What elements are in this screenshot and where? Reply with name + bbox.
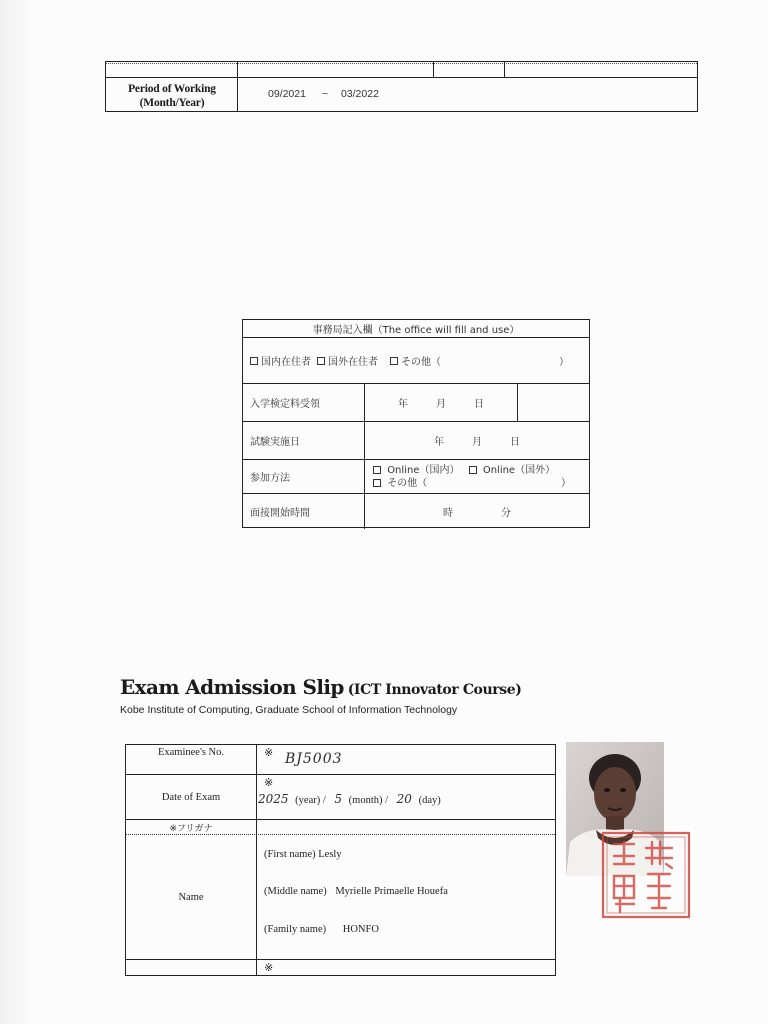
residence-row: 国内在住者 国外在住者 その他（ ） (243, 338, 589, 384)
official-seal-stamp (600, 828, 692, 920)
institution-name: Kobe Institute of Computing, Graduate School of Information Technology (120, 704, 458, 716)
examinee-number-label: Examinee's No. (126, 745, 257, 774)
method-online-overseas-checkbox[interactable] (469, 466, 477, 474)
period-separator: ~ (321, 88, 329, 100)
fee-received-label: 入学検定料受領 (243, 384, 365, 421)
first-name: Lesly (318, 849, 342, 860)
bottom-row: ※ (126, 960, 555, 976)
slip-title (120, 675, 521, 699)
admission-slip-table (125, 744, 556, 976)
interview-time-value: 時 分 (443, 508, 511, 519)
participation-method-label: 参加方法 (243, 460, 365, 493)
middle-name: Myrielle Primaelle Houefa (335, 886, 448, 897)
exam-month-handwritten: 5 (334, 792, 343, 806)
examinee-number-handwritten: BJ5003 (285, 751, 343, 767)
scan-edge-shadow (0, 0, 38, 1024)
exam-date-label: 試験実施日 (243, 422, 365, 459)
office-use-table (242, 319, 590, 528)
name-row (126, 835, 555, 960)
method-online-domestic-checkbox[interactable] (373, 466, 381, 474)
residence-overseas-checkbox[interactable] (317, 357, 325, 365)
work-history-previous-row (106, 62, 697, 78)
exam-year-handwritten: 2025 (258, 792, 289, 806)
period-of-working-value (268, 88, 379, 100)
residence-other-checkbox[interactable] (390, 357, 398, 365)
participation-method-row: 参加方法 Online（国内） Online（国外） その他（ ） (243, 460, 589, 494)
period-of-working-label: Period of Working (Month/Year) (128, 82, 216, 109)
office-table-header-row (243, 320, 589, 338)
date-of-exam-label: Date of Exam (126, 775, 257, 819)
residence-domestic-checkbox[interactable] (250, 357, 258, 365)
family-name: HONFO (342, 924, 379, 935)
fee-received-row (243, 384, 589, 422)
period-start: 09/2021 (268, 88, 306, 100)
exam-date-slip-row (126, 775, 555, 820)
name-values: (First name) Lesly (Middle name) Myrielle Primaelle Houefa (Family name) HONFO (264, 849, 448, 935)
date-of-exam-value: ※ 2025 (year) / 5 (month) / 20 (day) (258, 776, 441, 806)
fee-received-date: 年 月 日 (365, 384, 518, 421)
furigana-row (126, 820, 555, 835)
interview-time-row (243, 494, 589, 529)
period-end: 03/2022 (340, 88, 379, 100)
work-history-table (105, 61, 698, 112)
exam-day-handwritten: 20 (396, 792, 412, 806)
interview-time-label: 面接開始時間 (243, 494, 365, 529)
exam-date-row (243, 422, 589, 460)
method-other-checkbox[interactable] (373, 479, 381, 487)
examinee-number-value: ※ BJ5003 (264, 746, 343, 767)
exam-date-value: 年 月 日 (434, 437, 520, 448)
office-table-header: 事務局記入欄（The office will fill and use） (312, 325, 520, 336)
furigana-label: ※フリガナ (126, 820, 257, 834)
name-label: Name (126, 835, 257, 959)
slip-title-main: Exam Admission Slip (120, 675, 344, 699)
slip-title-course: (ICT Innovator Course) (347, 682, 522, 698)
examinee-number-row (126, 745, 555, 775)
